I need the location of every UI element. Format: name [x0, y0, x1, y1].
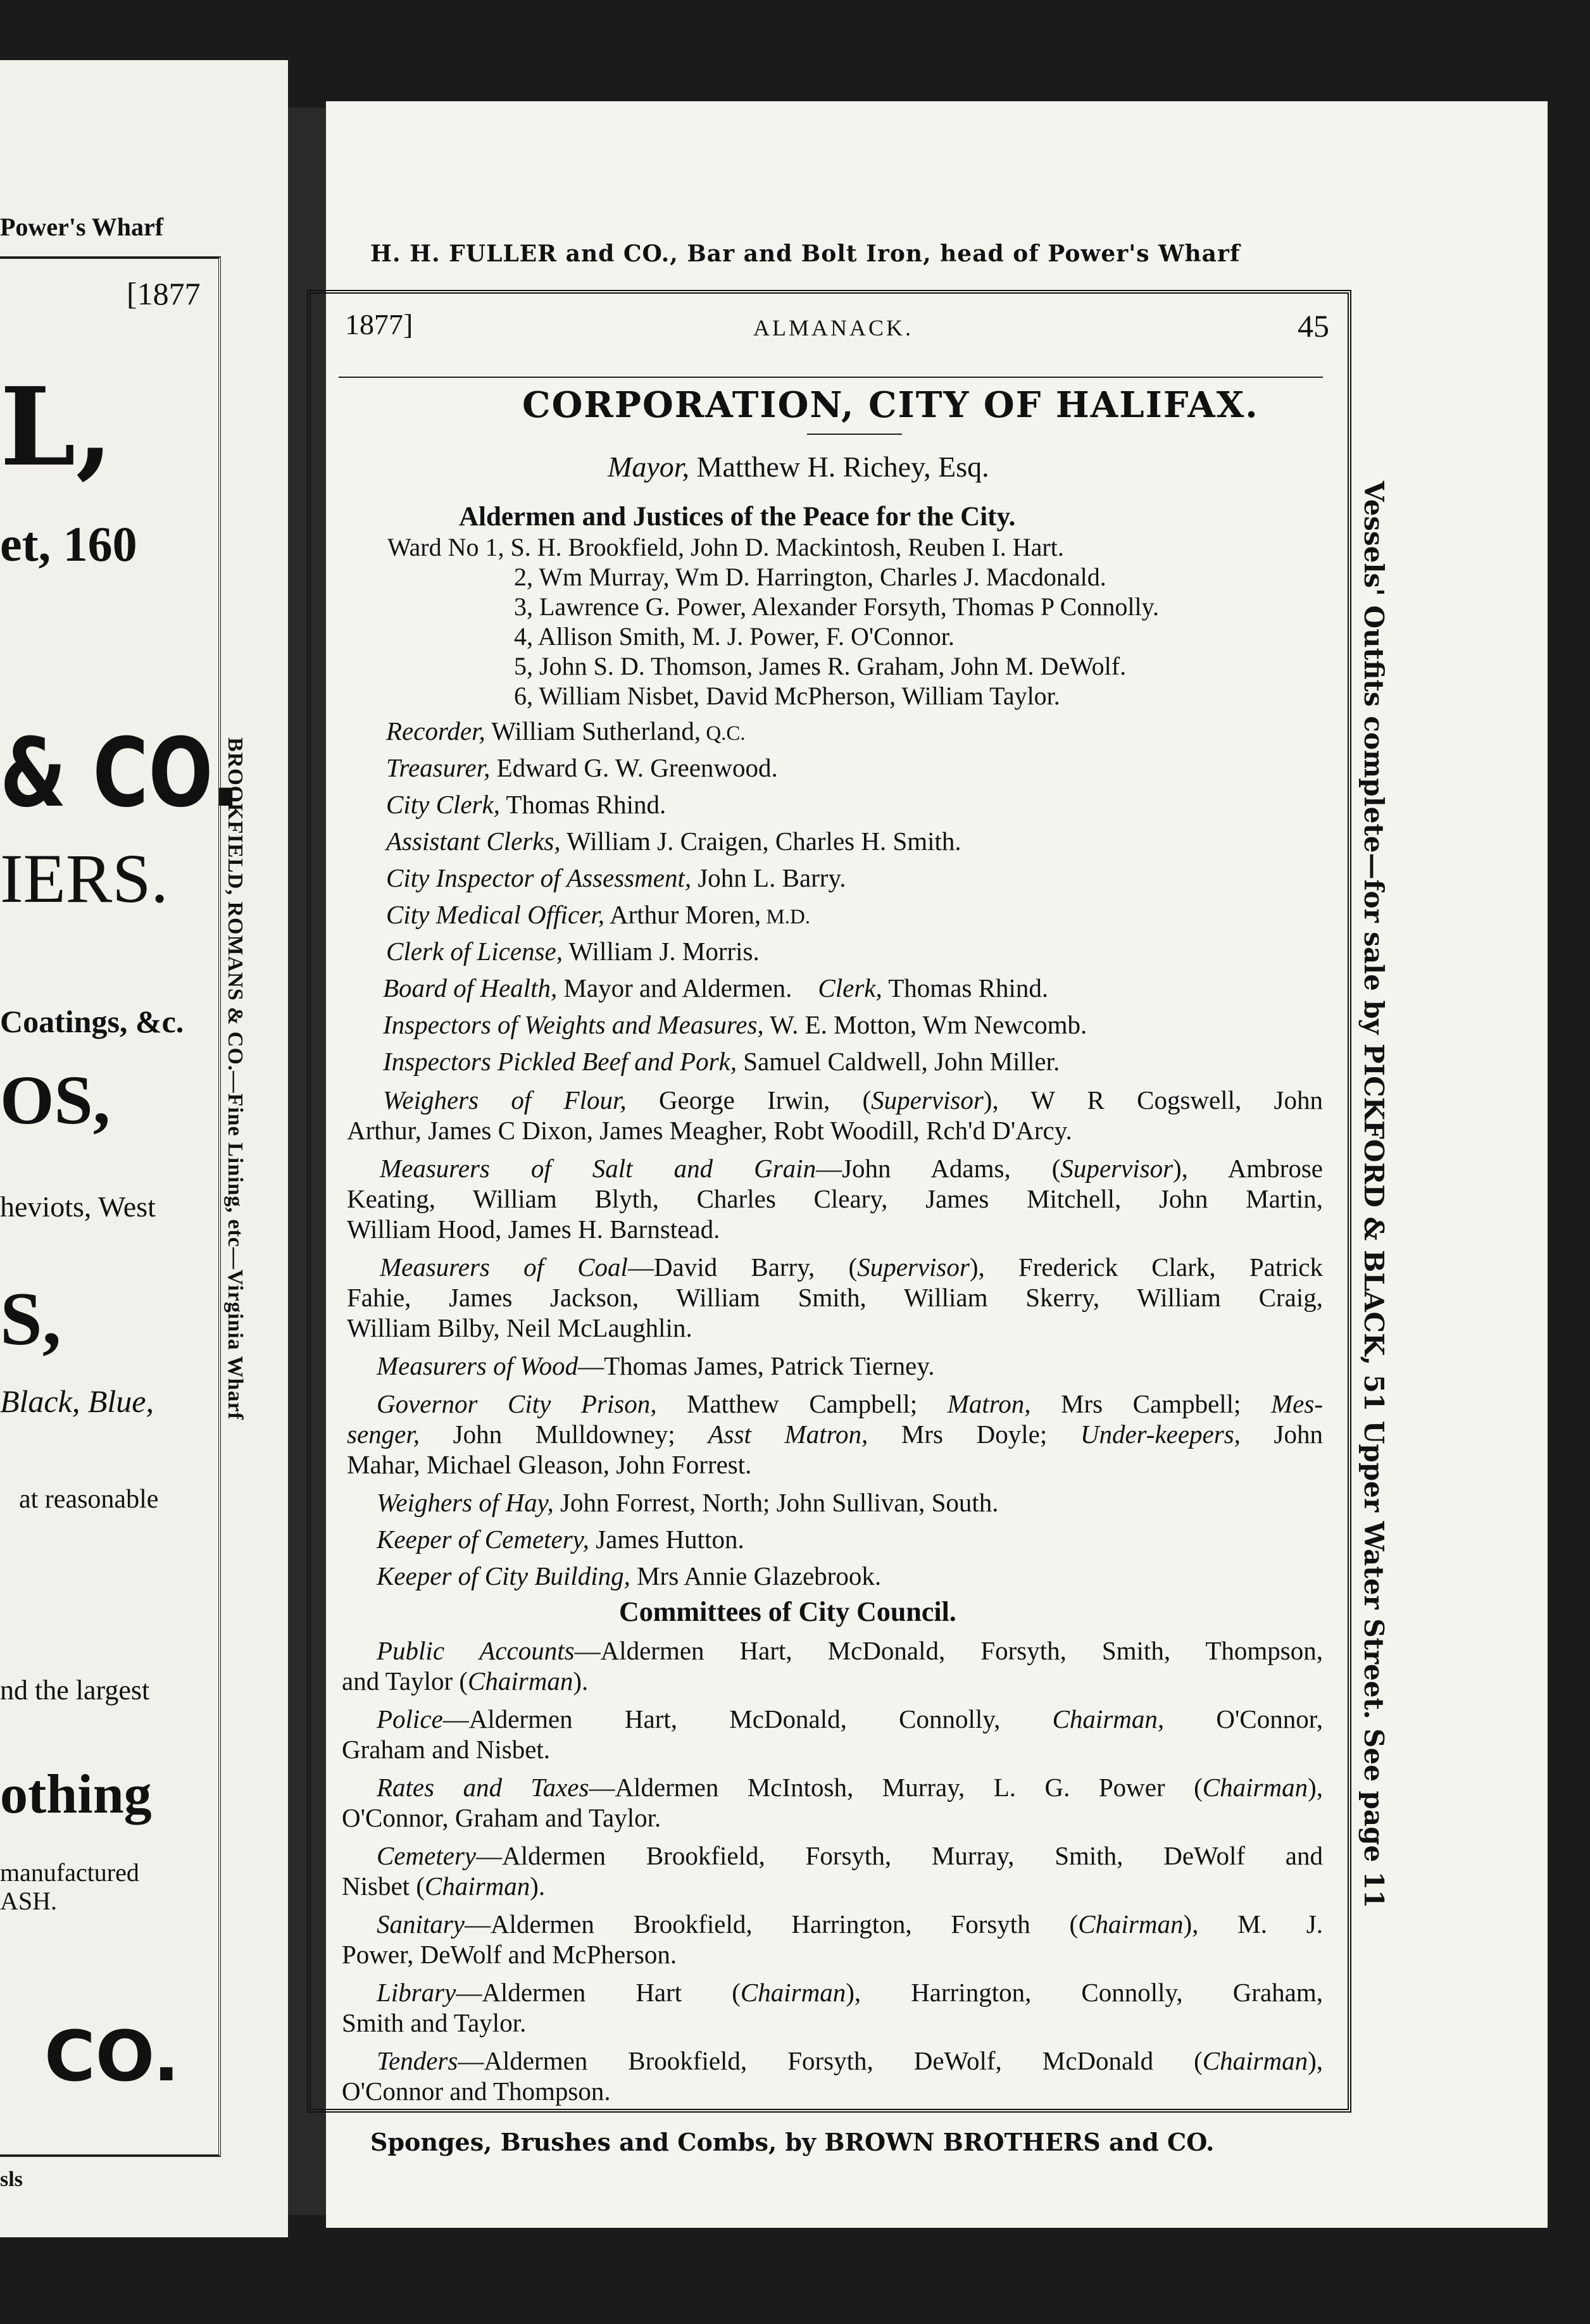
committee-tenders-line-1: Tenders—Aldermen Brookfield, Forsyth, DeWolf, McDonald (Chairman),: [377, 2046, 1323, 2075]
left-bottom-fragment: sls: [0, 2168, 23, 2191]
title-underline: [807, 434, 902, 435]
ward-line-1: Ward No 1, S. H. Brookfield, John D. Mackintosh, Reuben I. Hart.: [387, 533, 1064, 561]
left-vertical-ad: BROOKFIELD, ROMANS & CO.—Fine Lining, etc—Virginia Wharf: [223, 737, 247, 1420]
ward-line-2: 2, Wm Murray, Wm D. Harrington, Charles J. Macdonald.: [514, 563, 1106, 591]
officer-recorder: Recorder, William Sutherland, Q.C.: [386, 716, 746, 746]
left-os: OS,: [0, 1061, 111, 1139]
mayor-line: Mayor, Matthew H. Richey, Esq.: [608, 451, 989, 483]
committee-sanitary-line-1: Sanitary—Aldermen Brookfield, Harrington, Forsyth (Chairman), M. J.: [377, 1909, 1323, 1939]
ward-line-3: 3, Lawrence G. Power, Alexander Forsyth, Thomas P Connolly.: [514, 592, 1159, 621]
officer-license-clerk: Clerk of License, William J. Morris.: [386, 937, 760, 966]
officer-assessment-inspector: City Inspector of Assessment, John L. Barry.: [386, 863, 846, 892]
committees-heading: Committees of City Council.: [619, 1596, 956, 1627]
previous-page-fragment: [0, 60, 288, 2237]
flour-weighers-line-2: Arthur, James C Dixon, James Meagher, Robt Woodill, Rch'd D'Arcy.: [347, 1116, 1072, 1145]
board-of-health: Board of Health, Mayor and Aldermen. Clerk, Thomas Rhind.: [383, 973, 1049, 1003]
committee-rates-line-1: Rates and Taxes—Aldermen McIntosh, Murray, L. G. Power (Chairman),: [377, 1773, 1323, 1802]
salt-measurers-line-2: Keating, William Blyth, Charles Cleary, James Mitchell, John Martin,: [347, 1184, 1323, 1213]
header-rule: [339, 377, 1323, 378]
committee-police-line-2: Graham and Nisbet.: [342, 1735, 551, 1764]
pickled-inspectors: Inspectors Pickled Beef and Pork, Samuel Caldwell, John Miller.: [383, 1047, 1060, 1076]
ward-line-6: 6, William Nisbet, David McPherson, William Taylor.: [514, 682, 1060, 710]
officer-treasurer: Treasurer, Edward G. W. Greenwood.: [386, 753, 778, 782]
left-black-blue: Black, Blue,: [0, 1384, 154, 1419]
officer-assistant-clerks: Assistant Clerks, William J. Craigen, Charles H. Smith.: [386, 827, 961, 856]
committee-library-line-2: Smith and Taylor.: [342, 2008, 527, 2037]
page-number: 45: [1298, 308, 1329, 344]
committee-rates-line-2: O'Connor, Graham and Taylor.: [342, 1803, 661, 1832]
left-top-text: Power's Wharf: [0, 213, 164, 241]
ward-line-5: 5, John S. D. Thomson, James R. Graham, John M. DeWolf.: [514, 652, 1127, 680]
running-title: ALMANACK.: [753, 315, 914, 340]
wood-measurers: Measurers of Wood—Thomas James, Patrick Tierney.: [377, 1351, 935, 1380]
committee-library-line-1: Library—Aldermen Hart (Chairman), Harrington, Connolly, Graham,: [377, 1978, 1323, 2007]
bottom-advertisement: Sponges, Brushes and Combs, by BROWN BROTHERS and CO.: [370, 2128, 1215, 2156]
weights-inspectors: Inspectors of Weights and Measures, W. E. Motton, Wm Newcomb.: [383, 1010, 1087, 1039]
coal-measurers-line-3: William Bilby, Neil McLaughlin.: [347, 1313, 692, 1342]
committee-tenders-line-2: O'Connor and Thompson.: [342, 2077, 611, 2106]
officer-medical: City Medical Officer, Arthur Moren, M.D.: [386, 900, 811, 929]
building-keeper: Keeper of City Building, Mrs Annie Glazebrook.: [377, 1561, 882, 1590]
aldermen-heading: Aldermen and Justices of the Peace for the City.: [459, 502, 1016, 532]
left-street: et, 160: [0, 516, 137, 572]
committee-public-accounts-line-1: Public Accounts—Aldermen Hart, McDonald, Forsyth, Smith, Thompson,: [377, 1636, 1323, 1665]
left-ash: ASH.: [0, 1887, 58, 1915]
left-company: & CO.: [0, 718, 241, 828]
left-clothing: othing: [0, 1764, 152, 1825]
left-big-letter: L,: [0, 364, 113, 490]
officer-city-clerk: City Clerk, Thomas Rhind.: [386, 790, 667, 819]
side-advertisement: Vessels' Outfits complete—for sale by PICKFORD & BLACK, 51 Upper Water Street. See page 11: [1358, 481, 1389, 1909]
left-s: S,: [0, 1277, 61, 1361]
left-year-mark: [1877: [127, 276, 201, 311]
flour-weighers-line-1: Weighers of Flour, George Irwin, (Supervisor), W R Cogswell, John: [383, 1085, 1323, 1115]
prison-line-1: Governor City Prison, Matthew Campbell; Matron, Mrs Campbell; Mes-: [377, 1389, 1323, 1418]
hay-weighers: Weighers of Hay, John Forrest, North; John Sullivan, South.: [377, 1488, 999, 1517]
cemetery-keeper: Keeper of Cemetery, James Hutton.: [377, 1525, 744, 1554]
left-cheviots: heviots, West: [0, 1190, 156, 1223]
committee-cemetery-line-1: Cemetery—Aldermen Brookfield, Forsyth, Murray, Smith, DeWolf and: [377, 1841, 1323, 1870]
left-co-bottom: CO.: [44, 2016, 180, 2097]
committee-cemetery-line-2: Nisbet (Chairman).: [342, 1871, 546, 1901]
left-reasonable: at reasonable: [19, 1485, 159, 1514]
left-iers: IERS.: [0, 840, 168, 917]
running-year: 1877]: [345, 308, 413, 340]
salt-measurers-line-3: William Hood, James H. Barnstead.: [347, 1215, 720, 1244]
prison-line-3: Mahar, Michael Gleason, John Forrest.: [347, 1450, 752, 1479]
prison-line-2: senger, John Mulldowney; Asst Matron, Mrs Doyle; Under-keepers, John: [347, 1420, 1323, 1449]
committee-public-accounts-line-2: and Taylor (Chairman).: [342, 1666, 589, 1696]
salt-measurers-line-1: Measurers of Salt and Grain—John Adams, (Supervisor), Ambrose: [380, 1154, 1324, 1183]
left-manufactured: manufactured: [0, 1858, 139, 1887]
ward-line-4: 4, Allison Smith, M. J. Power, F. O'Connor.: [514, 622, 955, 651]
left-largest: nd the largest: [0, 1675, 150, 1706]
coal-measurers-line-2: Fahie, James Jackson, William Smith, William Skerry, William Craig,: [347, 1283, 1323, 1312]
committee-police-line-1: Police—Aldermen Hart, McDonald, Connolly, Chairman, O'Connor,: [377, 1704, 1324, 1734]
left-coatings: Coatings, &c.: [0, 1004, 184, 1039]
coal-measurers-line-1: Measurers of Coal—David Barry, (Supervisor), Frederick Clark, Patrick: [380, 1253, 1323, 1282]
committee-sanitary-line-2: Power, DeWolf and McPherson.: [342, 1940, 677, 1969]
top-advertisement: H. H. FULLER and CO., Bar and Bolt Iron, head of Power's Wharf: [370, 241, 1241, 267]
page-title: CORPORATION, CITY OF HALIFAX.: [522, 384, 1259, 426]
